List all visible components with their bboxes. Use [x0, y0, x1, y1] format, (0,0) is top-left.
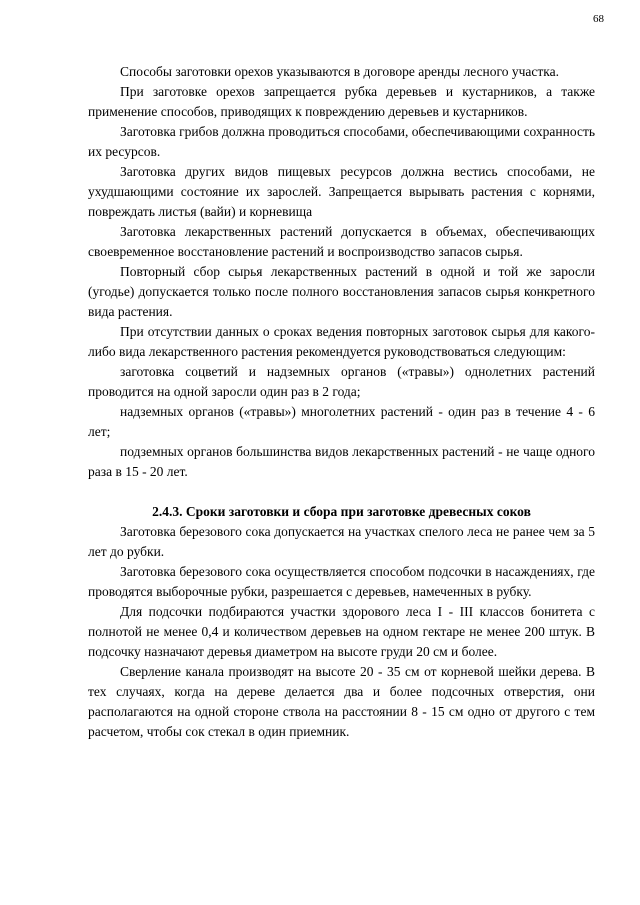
paragraph: При заготовке орехов запрещается рубка деревьев и кустарников, а также применение способов, приводящих к повреждению деревьев и кустарников.	[88, 84, 595, 119]
paragraph: Сверление канала производят на высоте 20 - 35 см от корневой шейки дерева. В тех случаях, когда на дереве делается два и более подсочных отверстия, они располагаются на одной стороне ствола на расстоянии 8 - 15 см одно от другого с тем расчетом, чтобы сок стекал в один приемник.	[88, 664, 595, 739]
paragraph: заготовка соцветий и надземных органов («травы») однолетних растений проводится на одной заросли один раз в 2 года;	[88, 364, 595, 399]
paragraph: Заготовка лекарственных растений допускается в объемах, обеспечивающих своевременное восстановление растений и воспроизводство запасов сырья.	[88, 224, 595, 259]
paragraph: Повторный сбор сырья лекарственных растений в одной и той же заросли (угодье) допускается только после полного восстановления запасов сырья конкретного вида растения.	[88, 264, 595, 319]
paragraph: Заготовка других видов пищевых ресурсов должна вестись способами, не ухудшающими состояние их зарослей. Запрещается вырывать растения с корнями, повреждать листья (вайи) и корневища	[88, 164, 595, 219]
section-heading: 2.4.3. Сроки заготовки и сбора при заготовке древесных соков	[152, 504, 531, 519]
paragraph: надземных органов («травы») многолетних растений - один раз в течение 4 - 6 лет;	[88, 404, 595, 439]
paragraph: подземных органов большинства видов лекарственных растений - не чаще одного раза в 15 - 20 лет.	[88, 444, 595, 479]
paragraph: Заготовка березового сока осуществляется способом подсочки в насаждениях, где проводятся выборочные рубки, разрешается с деревьев, намеченных в рубку.	[88, 564, 595, 599]
paragraph: Заготовка березового сока допускается на участках спелого леса не ранее чем за 5 лет до рубки.	[88, 524, 595, 559]
page-number: 68	[593, 13, 604, 25]
document-body	[88, 62, 595, 742]
paragraph: Способы заготовки орехов указываются в договоре аренды лесного участка.	[120, 64, 560, 79]
paragraph: Заготовка грибов должна проводиться способами, обеспечивающими сохранность их ресурсов.	[88, 124, 595, 159]
paragraph: При отсутствии данных о сроках ведения повторных заготовок сырья для какого-либо вида лекарственного растения рекомендуется руководствоваться следующим:	[88, 324, 595, 359]
paragraph: Для подсочки подбираются участки здорового леса I - III классов бонитета с полнотой не менее 0,4 и количеством деревьев на одном гектаре не менее 200 штук. В подсочку назначают деревья диаметром на высоте груди 20 см и более.	[88, 604, 595, 659]
